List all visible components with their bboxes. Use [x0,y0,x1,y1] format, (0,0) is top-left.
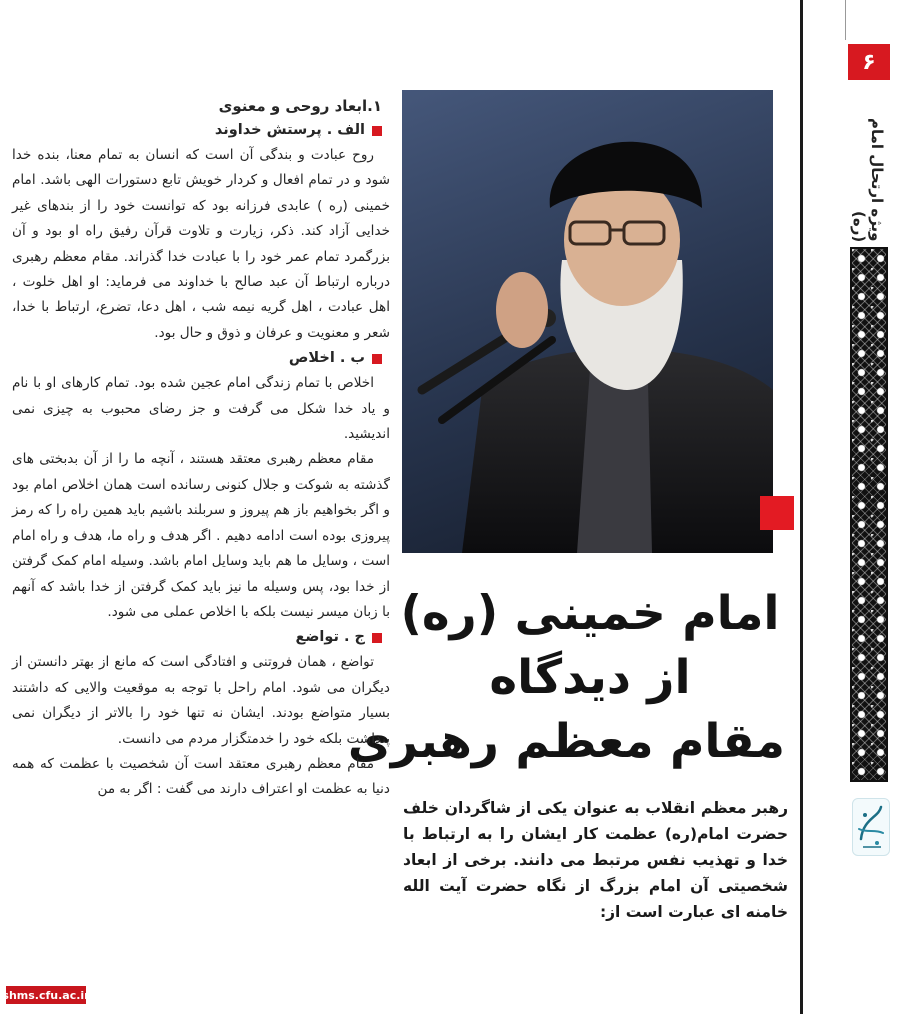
subsection-heading [12,346,390,371]
body-paragraph: روح عبادت و بندگی آن است که انسان به تمام معنا، بنده خدا شود و در تمام افعال و کردار خویش تابع دستورات الهی باشد. امام خمینی (ره ) عابدی فرزانه بود که توانست خود را از بندهای غیر خدایی آزاد کند. ذکر، زیارت و تلاوت قرآن رفیق راه او بود و آن بزرگمرد تمام عمر خود را با عبادت خدا گذراند. مقام معظم رهبری درباره ارتباط آن عبد صالح با خداوند می فرماید: او اهل خلوت ، اهل عبادت ، اهل گریه نیمه شب ، اهل دعا، تضرع، ارتباط با خدا، شعر و معنویت و عرفان و ذوق و حال بود. [12,147,390,341]
article-headline [347,582,785,774]
subsection-heading-text: ب . اخلاص [288,350,365,367]
red-bullet-icon [372,126,382,136]
article-body-column [12,94,390,803]
subsection-heading [12,118,390,143]
subsection-heading-text: ج . تواضع [295,629,365,646]
headline-line: مقام معظم رهبری [347,714,785,769]
red-bullet-icon [372,633,382,643]
headline-line: از دیدگاه [489,650,691,705]
article-lead: رهبر معظم انقلاب به عنوان یکی از شاگردان خلف حضرت امام(ره) عظمت کار ایشان را به ارتباط با خدا و تهذیب نفس مرتبط می دانند. برخی از ابعاد شخصیتی آن امام بزرگ از نگاه حضرت آیت الله خامنه ای عبارت است از: [403,799,788,921]
page-number-badge: ۶ [848,44,890,80]
headline-line: امام خمینی (ره) [400,586,780,641]
body-paragraph: اخلاص با تمام زندگی امام عجین شده بود. تمام کارهای او با نام و یاد خدا شکل می گرفت و جز رضای محبوب به چیزی نمی اندیشید. [12,375,390,443]
calligraphy-logo-icon [852,798,890,856]
section-title: ۱.ابعاد روحی و معنوی [218,97,382,115]
red-accent-square [760,496,794,530]
ornamental-border-band [850,247,888,782]
body-paragraph: تواضع ، همان فروتنی و افتادگی است که مانع از بهتر دانستن از دیگران می شود. امام راحل با توجه به موقعیت والایی که داشتند بسیار متواضع بودند. ایشان نه تنها خود را بالاتر از دیگران نمی پنداشت بلکه خود را خدمتگزار مردم می دانست. [12,654,390,747]
red-bullet-icon [372,354,382,364]
subsection-heading-text: الف . پرستش خداوند [214,122,365,138]
portrait-photo [402,90,773,553]
body-paragraph: مقام معظم رهبری معتقد هستند ، آنچه ما را از آن بدبختی های گذشته به شوکت و جلال کنونی رسانده است همان اخلاص امام بود و اگر بخواهیم باز هم پیروز و سربلند باشیم باید همین راه را که رمز پیروزی بوده است ادامه دهیم . اگر هدف و راه ما، هدف و راه امام است ، وسایل ما هم باید وسایل امام باشد. وسیله امام کمک گرفتن از خدا بود، پس وسیله ما نیز باید کمک گرفتن از خدا باشد که آنهم با زبان میسر نیست بلکه با اخلاص عملی می شود. [12,451,390,620]
body-paragraph: مقام معظم رهبری معتقد است آن شخصیت با عظمت که همه دنیا به عظمت او اعتراف دارند می گفت : اگر به من [12,755,390,798]
subsection-heading [12,625,390,650]
source-url-tag[interactable]: shms.cfu.ac.ir [6,986,86,1004]
spine-top-rule [845,0,846,40]
column-divider-rule [800,0,803,1014]
series-title: ویژه ارتحال امام (ره) [850,118,886,242]
